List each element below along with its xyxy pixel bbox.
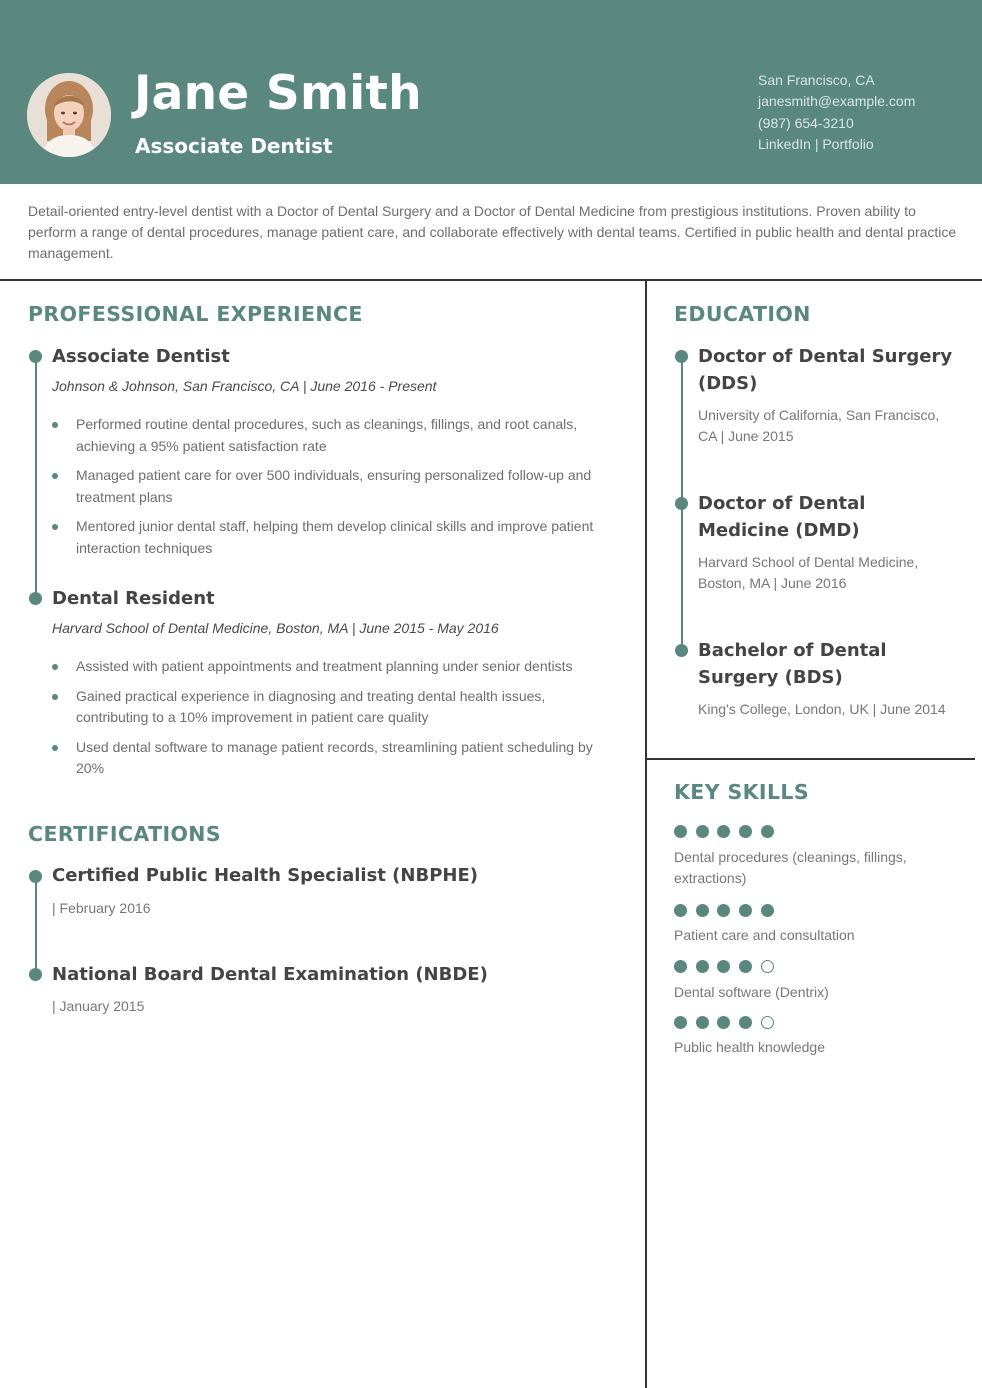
rating-dot-filled-icon [739, 960, 752, 973]
certifications-timeline [35, 877, 37, 975]
list-item: Used dental software to manage patient records, streamlining patient scheduling by 20% [52, 737, 612, 780]
rating-dot-filled-icon [674, 825, 687, 838]
degree-title: Doctor of Dental Medicine (DMD) [698, 493, 866, 541]
certification-date: | January 2015 [52, 998, 145, 1014]
timeline-dot [675, 497, 688, 510]
job-subtitle: Harvard School of Dental Medicine, Boston, MA | June 2015 - May 2016 [52, 620, 499, 636]
contact-email[interactable]: janesmith@example.com [758, 93, 916, 110]
rating-dot-filled-icon [696, 960, 709, 973]
job-title: Dental Resident [52, 588, 215, 609]
certification-name: National Board Dental Examination (NBDE) [52, 964, 488, 985]
rating-dot-filled-icon [717, 904, 730, 917]
education-skills-divider [645, 758, 975, 760]
contact-block [758, 70, 915, 155]
rating-dot-filled-icon [696, 1016, 709, 1029]
rating-dot-empty-icon [761, 1016, 774, 1029]
rating-dot-filled-icon [739, 904, 752, 917]
education-heading: EDUCATION [674, 302, 811, 326]
rating-dot-filled-icon [739, 825, 752, 838]
degree-school: King's College, London, UK | June 2014 [698, 701, 946, 717]
timeline-dot [29, 870, 42, 883]
bullet-icon [52, 524, 58, 530]
rating-dot-filled-icon [761, 904, 774, 917]
summary-divider [0, 279, 982, 281]
certification-name: Certified Public Health Specialist (NBPHE) [52, 865, 478, 886]
skill-label: Patient care and consultation [674, 927, 855, 943]
skill-label: Dental procedures (cleanings, fillings, extractions) [674, 849, 907, 886]
job-subtitle: Johnson & Johnson, San Francisco, CA | June 2016 - Present [52, 378, 437, 394]
bullet-icon [52, 745, 58, 751]
bullet-icon [52, 422, 58, 428]
degree-title: Bachelor of Dental Surgery (BDS) [698, 640, 887, 688]
list-item: Assisted with patient appointments and treatment planning under senior dentists [52, 656, 612, 678]
list-item: Performed routine dental procedures, such as cleanings, fillings, and root canals, achieving a 95% patient satisfaction rate [52, 414, 612, 457]
skill-label: Public health knowledge [674, 1039, 825, 1055]
contact-phone[interactable]: (987) 654-3210 [758, 114, 854, 131]
rating-dot-filled-icon [761, 825, 774, 838]
timeline-dot [29, 968, 42, 981]
rating-dot-filled-icon [696, 825, 709, 838]
certification-date: | February 2016 [52, 900, 151, 916]
rating-dot-filled-icon [674, 1016, 687, 1029]
degree-school: Harvard School of Dental Medicine, Boston, MA | June 2016 [698, 554, 919, 591]
timeline-dot [29, 592, 42, 605]
contact-location: San Francisco, CA [758, 72, 875, 88]
timeline-dot [675, 644, 688, 657]
column-divider [645, 279, 647, 1388]
skill-label: Dental software (Dentrix) [674, 984, 829, 1000]
rating-dot-filled-icon [717, 1016, 730, 1029]
degree-school: University of California, San Francisco, CA | June 2015 [698, 407, 940, 444]
job-title: Associate Dentist [52, 346, 230, 367]
experience-heading: PROFESSIONAL EXPERIENCE [28, 302, 363, 326]
professional-summary: Detail-oriented entry-level dentist with a Doctor of Dental Surgery and a Doctor of Dental Medicine from prestigious institutions. Proven ability to perform a range of dental procedures, manage patient care, and collaborate effectively with dental teams. Certified in public health and dental practice management. [28, 203, 957, 261]
timeline-dot [675, 350, 688, 363]
skills-heading: KEY SKILLS [674, 780, 810, 804]
list-item: Mentored junior dental staff, helping them develop clinical skills and improve patient interaction techniques [52, 516, 612, 559]
rating-dot-filled-icon [739, 1016, 752, 1029]
certifications-heading: CERTIFICATIONS [28, 822, 222, 846]
candidate-role: Associate Dentist [135, 134, 333, 158]
resume-header [0, 0, 982, 184]
bullet-icon [52, 664, 58, 670]
list-item: Gained practical experience in diagnosing and treating dental health issues, contributing to a 10% improvement in patient care quality [52, 686, 612, 729]
person-avatar-icon [27, 73, 111, 157]
experience-timeline [35, 357, 37, 599]
job-bullets [52, 414, 612, 567]
bullet-icon [52, 473, 58, 479]
degree-title: Doctor of Dental Surgery (DDS) [698, 346, 953, 394]
profile-photo [27, 73, 111, 157]
rating-dot-filled-icon [674, 960, 687, 973]
rating-dot-empty-icon [761, 960, 774, 973]
bullet-icon [52, 694, 58, 700]
timeline-dot [29, 350, 42, 363]
list-item: Managed patient care for over 500 individuals, ensuring personalized follow-up and treatment plans [52, 465, 612, 508]
rating-dot-filled-icon [717, 825, 730, 838]
candidate-name: Jane Smith [134, 66, 422, 121]
contact-links[interactable]: LinkedIn | Portfolio [758, 135, 874, 152]
rating-dot-filled-icon [696, 904, 709, 917]
rating-dot-filled-icon [717, 960, 730, 973]
rating-dot-filled-icon [674, 904, 687, 917]
job-bullets [52, 656, 612, 788]
